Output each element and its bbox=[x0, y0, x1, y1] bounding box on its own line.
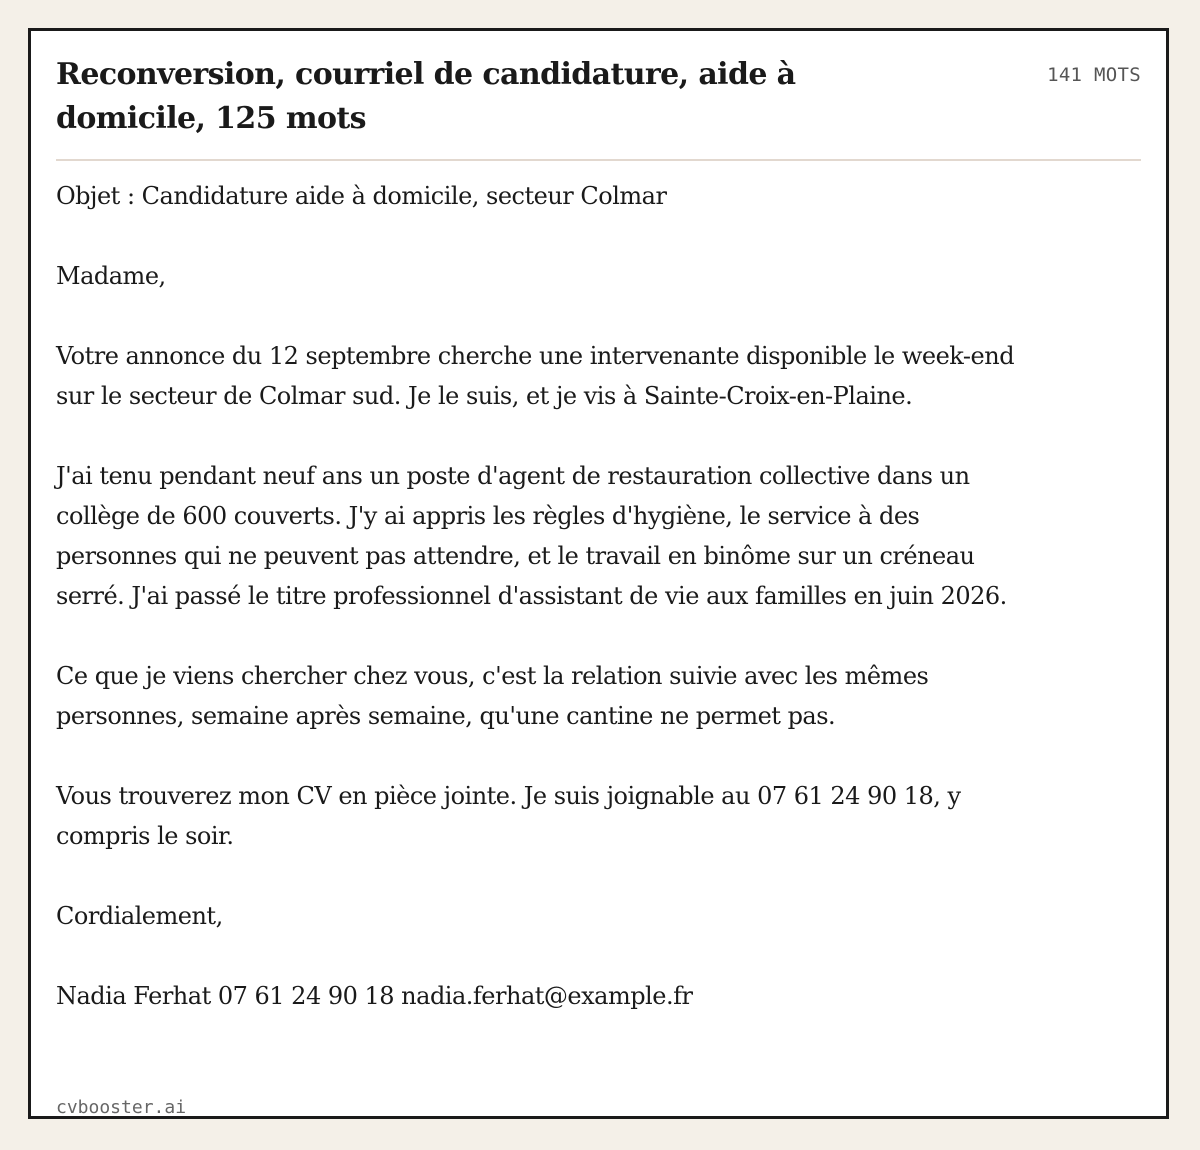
brand-footer: cvbooster.ai bbox=[56, 1097, 187, 1118]
letter-paragraph: Ce que je viens chercher chez vous, c'est la relation suivie avec les mêmes personnes, semaine après semaine, qu'une cantine ne permet pas. bbox=[56, 662, 929, 730]
letter-closing: Cordialement, bbox=[56, 902, 223, 930]
letter-card bbox=[28, 28, 1169, 1119]
letter-greeting: Madame, bbox=[56, 262, 166, 290]
letter-subject: Objet : Candidature aide à domicile, secteur Colmar bbox=[56, 182, 667, 210]
letter-body bbox=[56, 176, 1046, 1016]
page-title: Reconversion, courriel de candidature, aide à domicile, 125 mots bbox=[56, 57, 796, 136]
letter-paragraph: Votre annonce du 12 septembre cherche une intervenante disponible le week-end sur le secteur de Colmar sud. Je le suis, et je vis à Sainte-Croix-en-Plaine. bbox=[56, 342, 1015, 410]
letter-signature: Nadia Ferhat 07 61 24 90 18 nadia.ferhat@example.fr bbox=[56, 982, 693, 1010]
word-count-badge: 141 MOTS bbox=[1047, 64, 1141, 86]
letter-paragraph: Vous trouverez mon CV en pièce jointe. Je suis joignable au 07 61 24 90 18, y compris le soir. bbox=[56, 782, 961, 850]
divider bbox=[56, 159, 1141, 161]
letter-paragraph: J'ai tenu pendant neuf ans un poste d'agent de restauration collective dans un collège de 600 couverts. J'y ai appris les règles d'hygiène, le service à des personnes qui ne peuvent pas attendre, et le travail en binôme sur un créneau serré. J'ai passé le titre professionnel d'assistant de vie aux familles en juin 2026. bbox=[56, 462, 1007, 610]
